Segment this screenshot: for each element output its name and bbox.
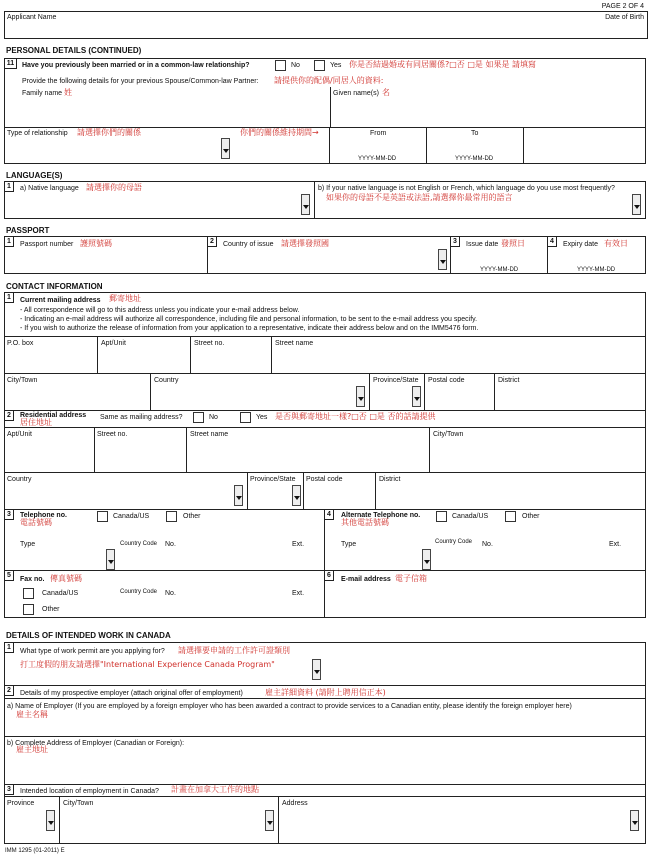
- fax-zh: 傳真號碼: [50, 574, 82, 583]
- fax-country-code-label: Country Code: [120, 589, 158, 595]
- issue-date-zh: 發照日: [501, 239, 525, 248]
- city-label: City/Town: [7, 377, 38, 384]
- residential-num: 2: [4, 410, 14, 421]
- issue-date-format: YYYY-MM-DD: [480, 267, 519, 273]
- native-language-zh: 請選擇你的母語: [86, 183, 142, 192]
- employer-details-label: Details of my prospective employer (attach original offer of employment): [20, 690, 243, 697]
- fax-other-label: Other: [42, 606, 60, 613]
- fax-other-checkbox[interactable]: [23, 604, 34, 615]
- language-number: 1: [4, 181, 14, 192]
- mailing-note-1: - All correspondence will go to this address unless you indicate your e-mail address below.: [20, 307, 300, 314]
- married-yes-label: Yes: [330, 62, 342, 69]
- expiry-date-zh: 有效日: [604, 239, 628, 248]
- mailing-num: 1: [4, 292, 14, 303]
- employer-name-label: a) Name of Employer (If you are employed by a foreign employer who has been awarded a contract to provide services to a Canadian entity, please identify the foreign employer here): [7, 703, 572, 710]
- same-as-mailing-zh: 是否與郵寄地址一樣?□否 □是 否的話請提供: [275, 412, 436, 421]
- from-date-input[interactable]: [335, 140, 420, 152]
- provide-details-zh: 請提供你的配偶/同居人的資料:: [274, 76, 384, 85]
- province-label: Province/State: [373, 377, 419, 384]
- tel-ext-label: Ext.: [292, 541, 305, 548]
- res-province-dropdown[interactable]: [292, 485, 301, 506]
- mailing-note-3: - If you wish to authorize the release of information from your application to a representative, indicate their address below and on the IMM5476 form.: [20, 325, 479, 332]
- date-of-birth-label: Date of Birth: [605, 14, 644, 21]
- form-footer: IMM 1295 (01-2011) E: [5, 848, 65, 854]
- telephone-label: Telephone no.: [20, 512, 67, 519]
- work-permit-type-label: What type of work permit are you applying for?: [20, 648, 165, 655]
- to-date-input[interactable]: [432, 140, 517, 152]
- work-permit-type-zh: 請選擇要申請的工作許可證類別: [178, 646, 290, 655]
- alt-type-label: Type: [341, 541, 357, 548]
- pobox-label: P.O. box: [7, 340, 34, 347]
- employer-name-input[interactable]: [8, 722, 638, 734]
- employer-address-input[interactable]: [8, 758, 638, 782]
- passport-section-title: PASSPORT: [6, 226, 50, 235]
- mailing-province-dropdown[interactable]: [412, 386, 421, 407]
- header-box: [4, 11, 648, 39]
- frequent-language-label: b) If your native language is not English or French, which language do you use most frequently?: [318, 185, 615, 192]
- relationship-type-label: Type of relationship: [7, 130, 68, 137]
- passport-number-input[interactable]: [10, 252, 200, 270]
- expiry-date-num: 4: [547, 236, 557, 247]
- work-city-label: City/Town: [63, 800, 94, 807]
- alt-other-label: Other: [522, 513, 540, 520]
- telephone-num: 3: [4, 509, 14, 520]
- residential-zh: 居住地址: [20, 418, 52, 427]
- work-permit-note-zh: 打工度假的朋友請選擇"International Experience Canada Program": [20, 660, 275, 669]
- fax-ext-label: Ext.: [292, 590, 305, 597]
- personal-box: [4, 58, 646, 164]
- same-no-checkbox[interactable]: [193, 412, 204, 423]
- frequent-language-dropdown[interactable]: [632, 194, 641, 215]
- tel-type-label: Type: [20, 541, 36, 548]
- fax-label: Fax no.: [20, 576, 45, 583]
- provide-details-label: Provide the following details for your previous Spouse/Common-law Partner:: [22, 78, 259, 85]
- married-question: Have you previously been married or in a common-law relationship?: [22, 62, 250, 69]
- alt-ext-label: Ext.: [609, 541, 622, 548]
- relationship-type-dropdown[interactable]: [221, 138, 230, 159]
- alt-telephone-label: Alternate Telephone no.: [341, 512, 421, 519]
- to-date-format: YYYY-MM-DD: [455, 156, 494, 162]
- tel-country-code-label: Country Code: [120, 541, 158, 547]
- alt-country-code-label: Country Code: [435, 539, 473, 545]
- work-province-label: Province: [7, 800, 35, 807]
- relationship-duration-zh: 你們的關係維持期間→: [240, 128, 319, 137]
- res-country-dropdown[interactable]: [234, 485, 243, 506]
- tel-no-label: No.: [165, 541, 176, 548]
- tel-canus-checkbox[interactable]: [97, 511, 108, 522]
- alt-tel-num: 4: [324, 509, 334, 520]
- country-of-issue-dropdown[interactable]: [438, 249, 447, 270]
- passport-number-zh: 護照號碼: [80, 239, 112, 248]
- work-permit-type-dropdown[interactable]: [312, 659, 321, 680]
- native-language-dropdown[interactable]: [301, 194, 310, 215]
- q11-number: 11: [4, 58, 17, 69]
- fax-no-label: No.: [165, 590, 176, 597]
- from-label: From: [370, 130, 387, 137]
- frequent-language-zh: 如果你的母語不是英語或法語,請選擇你最常用的語言: [326, 193, 513, 202]
- email-input[interactable]: [340, 588, 640, 612]
- work-q1-num: 1: [4, 642, 14, 653]
- married-no-checkbox[interactable]: [275, 60, 286, 71]
- work-city-dropdown[interactable]: [265, 810, 274, 831]
- family-name-zh: 姓: [64, 88, 72, 97]
- work-address-label: Address: [282, 800, 308, 807]
- country-issue-num: 2: [207, 236, 217, 247]
- employer-address-zh: 雇主地址: [16, 745, 48, 754]
- tel-other-label: Other: [183, 513, 201, 520]
- given-name-zh: 名: [382, 88, 390, 97]
- fax-canus-label: Canada/US: [42, 590, 79, 597]
- residential-label: Residential address: [20, 412, 87, 419]
- res-city-label: City/Town: [433, 431, 464, 438]
- issue-date-label: Issue date: [466, 241, 499, 248]
- work-location-zh: 計畫在加拿大工作的地點: [171, 785, 259, 794]
- mailing-address-zh: 郵寄地址: [109, 294, 141, 303]
- res-country-label: Country: [7, 476, 32, 483]
- expiry-date-label: Expiry date: [563, 241, 599, 248]
- alt-other-checkbox[interactable]: [505, 511, 516, 522]
- applicant-name-label: Applicant Name: [7, 14, 57, 21]
- passport-number-num: 1: [4, 236, 14, 247]
- employer-address-label: b) Complete Address of Employer (Canadian or Foreign):: [7, 740, 185, 747]
- country-of-issue-label: Country of issue: [223, 241, 274, 248]
- page-number: PAGE 2 OF 4: [601, 3, 644, 10]
- work-location-label: Intended location of employment in Canada?: [20, 788, 159, 795]
- district-label: District: [498, 377, 520, 384]
- to-label: To: [471, 130, 479, 137]
- work-province-dropdown[interactable]: [46, 810, 55, 831]
- from-date-format: YYYY-MM-DD: [358, 156, 397, 162]
- same-as-mailing-label: Same as mailing address?: [100, 414, 183, 421]
- work-section-title: DETAILS OF INTENDED WORK IN CANADA: [6, 631, 171, 640]
- res-street-name-label: Street name: [190, 431, 229, 438]
- married-yes-checkbox[interactable]: [314, 60, 325, 71]
- tel-canus-label: Canada/US: [113, 513, 150, 520]
- passport-number-label: Passport number: [20, 241, 74, 248]
- tel-other-checkbox[interactable]: [166, 511, 177, 522]
- street-name-label: Street name: [275, 340, 314, 347]
- postal-code-label: Postal code: [428, 377, 465, 384]
- mailing-address-label: Current mailing address: [20, 297, 101, 304]
- same-no-label: No: [209, 414, 218, 421]
- relationship-type-zh: 請選擇你們的關係: [77, 128, 141, 137]
- alt-type-dropdown[interactable]: [422, 549, 431, 570]
- tel-type-dropdown[interactable]: [106, 549, 115, 570]
- res-street-no-label: Street no.: [97, 431, 128, 438]
- fax-canus-checkbox[interactable]: [23, 588, 34, 599]
- res-apt-label: Apt/Unit: [7, 431, 32, 438]
- family-name-label: Family name: [22, 90, 63, 97]
- telephone-zh: 電話號碼: [20, 518, 52, 527]
- given-name-label: Given name(s): [333, 90, 379, 97]
- country-label: Country: [154, 377, 179, 384]
- res-postal-label: Postal code: [306, 476, 343, 483]
- language-section-title: LANGUAGE(S): [6, 171, 63, 180]
- employer-details-zh: 雇主詳細資料 (請附上聘用信正本): [265, 688, 386, 697]
- street-no-label: Street no.: [194, 340, 225, 347]
- alt-telephone-zh: 其他電話號碼: [341, 518, 389, 527]
- same-yes-label: Yes: [256, 414, 268, 421]
- expiry-date-format: YYYY-MM-DD: [577, 267, 616, 273]
- email-num: 6: [324, 570, 334, 581]
- alt-no-label: No.: [482, 541, 493, 548]
- mailing-country-dropdown[interactable]: [356, 386, 365, 407]
- same-yes-checkbox[interactable]: [240, 412, 251, 423]
- married-question-zh: 你是否結過婚或有同居關係?□否 □是 如果是 請填寫: [349, 60, 536, 69]
- res-province-label: Province/State: [250, 476, 296, 483]
- email-label: E-mail address: [341, 576, 391, 583]
- fax-num: 5: [4, 570, 14, 581]
- married-no-label: No: [291, 62, 300, 69]
- contact-section-title: CONTACT INFORMATION: [6, 282, 103, 291]
- res-district-label: District: [379, 476, 401, 483]
- personal-section-title: PERSONAL DETAILS (CONTINUED): [6, 46, 142, 55]
- mailing-note-2: - Indicating an e-mail address will authorize all correspondence, including file and personal information, to be sent to the e-mail address you specify.: [20, 316, 478, 323]
- apt-label: Apt/Unit: [101, 340, 126, 347]
- country-of-issue-zh: 請選擇發照國: [281, 239, 329, 248]
- alt-canus-checkbox[interactable]: [436, 511, 447, 522]
- work-q2-num: 2: [4, 685, 14, 696]
- native-language-label: a) Native language: [20, 185, 79, 192]
- alt-canus-label: Canada/US: [452, 513, 489, 520]
- work-address-dropdown[interactable]: [630, 810, 639, 831]
- work-q3-num: 3: [4, 784, 14, 795]
- employer-name-zh: 雇主名稱: [16, 710, 48, 719]
- email-zh: 電子信箱: [395, 574, 427, 583]
- issue-date-num: 3: [450, 236, 460, 247]
